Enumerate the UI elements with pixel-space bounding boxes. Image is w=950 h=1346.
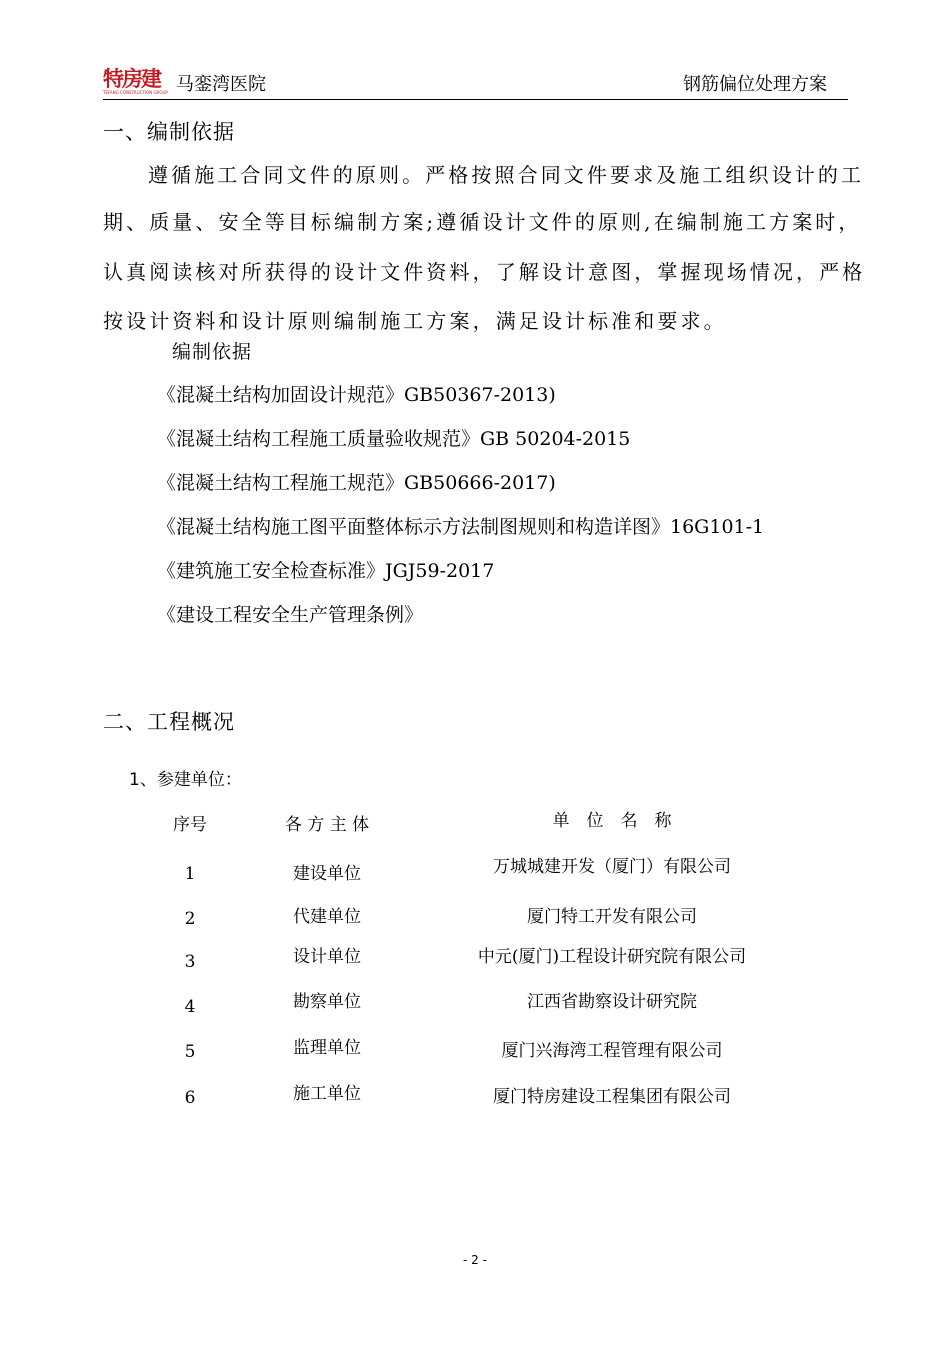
row-index: 4 [184,997,196,1017]
subheading: 编制依据 [172,341,253,363]
party-role: 建设单位 [293,864,361,884]
party-role: 设计单位 [293,947,361,967]
project-name: 马銮湾医院 [176,74,266,95]
column-header: 各 方 主 体 [284,815,370,835]
reference-item: 《建设工程安全生产管理条例》 [157,604,424,626]
section-heading: 二、工程概况 [103,710,235,734]
reference-item: 《混凝土结构加固设计规范》GB50367-2013) [157,384,556,406]
paragraph-line: 期、质量、安全等目标编制方案;遵循设计文件的原则,在编制施工方案时， [103,210,862,234]
party-role: 监理单位 [293,1038,361,1058]
company-name: 江西省勘察设计研究院 [527,992,697,1012]
company-name: 万城城建开发（厦门）有限公司 [493,857,731,877]
company-logo [103,68,175,96]
company-name: 厦门特工开发有限公司 [527,907,697,927]
column-header: 单 位 名 称 [552,811,672,831]
reference-item: 《混凝土结构施工图平面整体标示方法制图规则和构造详图》16G101-1 [157,516,765,538]
party-role: 代建单位 [293,907,361,927]
row-index: 3 [184,952,196,972]
section-heading: 一、编制依据 [103,120,235,144]
paragraph-line: 认真阅读核对所获得的设计文件资料，了解设计意图，掌握现场情况，严格 [103,260,866,284]
page-number: - 2 - [463,1253,487,1267]
paragraph-line: 遵循施工合同文件的原则。严格按照合同文件要求及施工组织设计的工 [148,163,865,187]
party-role: 勘察单位 [293,992,361,1012]
document-title: 钢筋偏位处理方案 [683,74,827,95]
row-index: 6 [184,1088,196,1108]
party-role: 施工单位 [293,1084,361,1104]
reference-item: 《混凝土结构工程施工质量验收规范》GB 50204-2015 [157,428,631,450]
logo-text: 特房建 [103,67,160,91]
paragraph-line: 按设计资料和设计原则编制施工方案，满足设计标准和要求。 [103,309,727,333]
company-name: 厦门特房建设工程集团有限公司 [493,1087,731,1107]
company-name: 厦门兴海湾工程管理有限公司 [501,1041,723,1061]
row-index: 1 [184,864,196,884]
reference-item: 《建筑施工安全检查标准》JGJ59-2017 [157,560,495,582]
column-header: 序号 [173,815,207,835]
subheading: 1、参建单位： [129,770,242,790]
row-index: 5 [184,1042,196,1062]
header-divider [103,99,848,100]
row-index: 2 [184,909,196,929]
company-name: 中元(厦门)工程设计研究院有限公司 [477,947,747,967]
logo-subtext: TEFANG CONSTRUCTION GROUP [103,90,168,95]
reference-item: 《混凝土结构工程施工规范》GB50666-2017) [157,472,556,494]
